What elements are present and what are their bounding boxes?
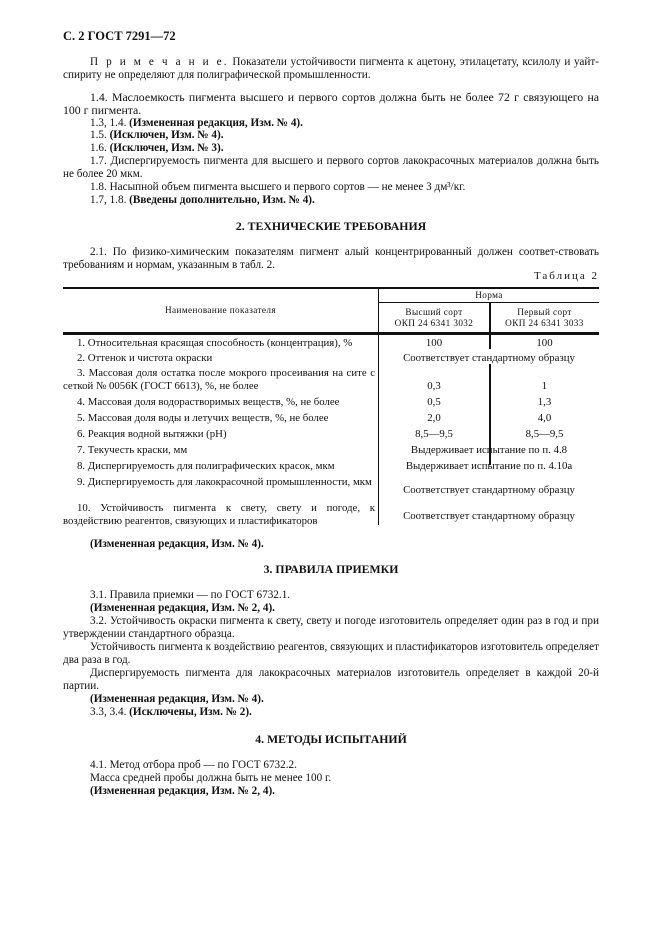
- table-cell-span: Соответствует стандартному образцу: [403, 352, 575, 364]
- table-cell-grade-2: 4,0: [537, 412, 552, 424]
- table-cell-span: Выдерживает испытание по п. 4.10а: [405, 460, 573, 472]
- table-row-name: 10. Устойчивость пигмента к свету, свету и погоде, к воздействию реагентов, связующих и пластификаторов: [63, 502, 375, 527]
- grade-2-label: Первый сорт: [517, 307, 572, 317]
- table-cell-grade-1: 0,5: [427, 396, 441, 408]
- clause-number: 1.3, 1.4.: [90, 117, 130, 129]
- amendment-1-7-1-8: [63, 194, 599, 207]
- amendment-note: (Введены дополнительно, Изм. № 4).: [129, 194, 315, 206]
- section-title-3: 3. ПРАВИЛА ПРИЕМКИ: [263, 562, 399, 576]
- amendment-3-2: (Измененная редакция, Изм. № 4).: [90, 693, 264, 705]
- clause-number: 1.5.: [90, 129, 110, 141]
- table-cell-span: Выдерживает испытание по п. 4.8: [410, 444, 568, 456]
- table-cell-grade-2: 1,3: [537, 396, 552, 408]
- table-row-name: 9. Диспергируемость для лакокрасочной промышленности, мкм: [77, 476, 372, 488]
- table-row-name: 4. Массовая доля водорастворимых веществ, %, не более: [77, 396, 340, 408]
- paragraph-1-8: 1.8. Насыпной объем пигмента высшего и первого сортов — не менее 3 дм³/кг.: [90, 181, 466, 193]
- clause-1-5: [63, 129, 599, 142]
- paragraph-1-7: 1.7. Диспергируемость пигмента для высшего и первого сортов лакокрасочных материалов должна быть не более 20 мкм.: [63, 155, 599, 180]
- table-cell-grade-2: 100: [536, 337, 553, 349]
- table-cell-grade-1: 2,0: [427, 412, 441, 424]
- table-cell-span: Соответствует стандартному образцу: [403, 510, 575, 522]
- table-row-name: 5. Массовая доля воды и летучих веществ, %, не более: [77, 412, 329, 424]
- column-header-name: Наименование показателя: [164, 305, 277, 315]
- table-cell-grade-1: 100: [425, 337, 443, 349]
- paragraph-3-2b: Устойчивость пигмента к воздействию реагентов, связующих и пластификаторов изготовитель определяет два раза в год.: [63, 641, 599, 666]
- table-row-name: 1. Относительная красящая способность (концентрация), %: [77, 337, 353, 349]
- amendment-note: (Исключен, Изм. № 3).: [109, 142, 224, 154]
- note-paragraph: [63, 56, 599, 82]
- table-cell-grade-1: 8,5—9,5: [415, 428, 453, 440]
- note-label: П р и м е ч а н и е.: [90, 56, 229, 68]
- paragraph-2-1: 2.1. По физико-химическим показателям пигмент алый концентрированный должен соответ-ствовать требованиям и нормам, указанным в табл. 2.: [63, 246, 599, 271]
- table-row-name: 8. Диспергируемость для полиграфических красок, мкм: [77, 460, 335, 472]
- paragraph-4-1: 4.1. Метод отбора проб — по ГОСТ 6732.2.: [90, 759, 297, 771]
- table-cell-grade-2: 1: [541, 380, 548, 392]
- table-row-name: 6. Реакция водной вытяжки (рН): [77, 428, 227, 440]
- table-caption: Таблица 2: [533, 270, 599, 282]
- table-cell-span: Соответствует стандартному образцу: [403, 484, 575, 496]
- section-title-4: 4. МЕТОДЫ ИСПЫТАНИЙ: [255, 732, 407, 746]
- clause-1-6: [63, 142, 599, 155]
- table-row-name: 2. Оттенок и чистота окраски: [77, 352, 213, 364]
- note-text: Показатели устойчивости пигмента к ацетону, этилацетату, ксилолу и уайт-спириту не определяют для полиграфической промышленности.: [63, 56, 599, 81]
- clause-number: 1.7, 1.8.: [90, 194, 130, 206]
- section-title-2: 2. ТЕХНИЧЕСКИЕ ТРЕБОВАНИЯ: [235, 219, 427, 233]
- paragraph-3-2c: Диспергируемость пигмента для лакокрасочных материалов изготовитель определяет в каждой 20-й партии.: [63, 667, 599, 692]
- column-header-grade-1: [379, 307, 489, 329]
- clause-number: 3.3, 3.4.: [90, 706, 130, 718]
- clause-3-3-3-4: [63, 706, 599, 719]
- paragraph-3-2: 3.2. Устойчивость окраски пигмента к свету, свету и погоде изготовитель определяет один раз в год и при утверждении стандартного образца.: [63, 615, 599, 640]
- amendment-after-table: (Измененная редакция, Изм. № 4).: [90, 538, 264, 550]
- table-header-border: [63, 332, 599, 335]
- paragraph-1-4: 1.4. Маслоемкость пигмента высшего и первого сортов должна быть не более 72 г связующего на 100 г пигмента.: [63, 90, 599, 117]
- amendment-note: (Исключены, Изм. № 2).: [129, 706, 252, 718]
- column-header-grade-2: [490, 307, 599, 329]
- grade-1-label: Высший сорт: [405, 307, 463, 317]
- table-cell-grade-2: 8,5—9,5: [525, 428, 564, 440]
- table-row-name: 7. Текучесть краски, мм: [77, 444, 188, 456]
- amendment-4-1: (Измененная редакция, Изм. № 2, 4).: [90, 785, 275, 797]
- table-top-border: [63, 287, 599, 289]
- clause-number: 1.6.: [90, 142, 110, 154]
- table-cell-grade-1: 0,3: [427, 380, 441, 392]
- amendment-3-1: (Измененная редакция, Изм. № 2, 4).: [90, 602, 275, 614]
- grade-2-code: ОКП 24 6341 3033: [505, 318, 584, 328]
- column-header-norm: Норма: [475, 290, 503, 300]
- page-header: С. 2 ГОСТ 7291—72: [63, 29, 176, 43]
- amendment-note: (Измененная редакция, Изм. № 4).: [129, 117, 303, 129]
- paragraph-3-1: 3.1. Правила приемки — по ГОСТ 6732.1.: [90, 589, 291, 601]
- table-row-name: 3. Массовая доля остатка после мокрого просеивания на сите с сеткой № 0056К (ГОСТ 6613), %, не более: [63, 367, 375, 392]
- grade-1-code: ОКП 24 6341 3032: [394, 318, 474, 328]
- paragraph-4-1b: Масса средней пробы должна быть не менее 100 г.: [90, 772, 332, 784]
- requirements-table: [63, 287, 599, 525]
- amendment-note: (Исключен, Изм. № 4).: [109, 129, 224, 141]
